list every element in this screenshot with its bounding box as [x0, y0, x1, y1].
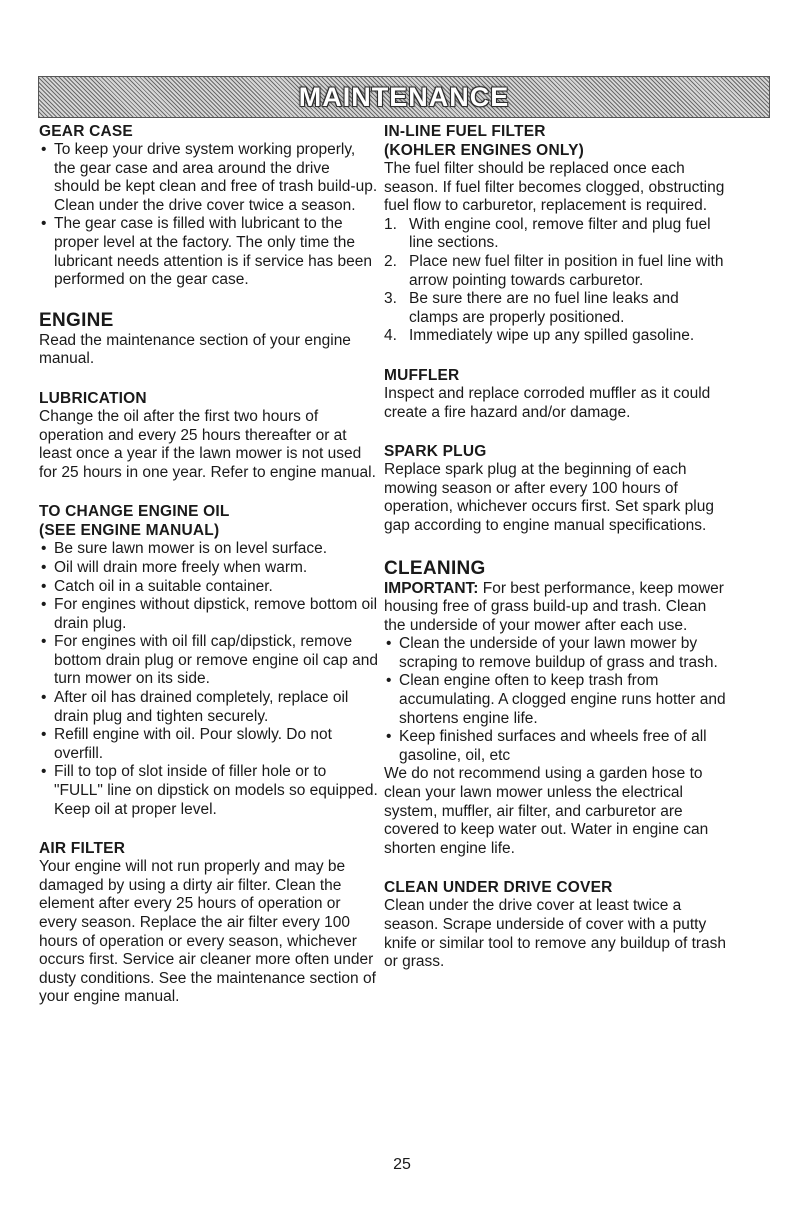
list-item: • To keep your drive system working properly, the gear case and area around the drive should be kept clean and free of trash build-up. Clean under the drive cover twice a season.	[39, 141, 379, 215]
step-number: 2.	[384, 252, 397, 270]
muffler-section	[384, 366, 729, 422]
spark-plug-heading: SPARK PLUG	[384, 443, 487, 461]
cleaning-important	[384, 580, 729, 636]
engine-heading: ENGINE	[39, 309, 114, 331]
list-item: • Oil will drain more freely when warm.	[39, 559, 379, 578]
list-item: • For engines with oil fill cap/dipstick, remove bottom drain plug or remove engine oil cap and turn mower on its side.	[39, 633, 379, 689]
step-item	[384, 327, 729, 346]
step-text: Immediately wipe up any spilled gasoline.	[409, 327, 695, 345]
step-item	[384, 216, 729, 253]
engine-text: Read the maintenance section of your engine manual.	[39, 331, 351, 368]
gear-case-section	[39, 122, 379, 290]
change-oil-subheading: (SEE ENGINE MANUAL)	[39, 522, 220, 540]
step-item	[384, 253, 729, 290]
drive-cover-text: Clean under the drive cover at least twice a season. Scrape underside of cover with a putty knife or similar tool to remove any buildup of trash or grass.	[384, 897, 727, 971]
list-item: • Catch oil in a suitable container.	[39, 578, 379, 597]
cleaning-heading: CLEANING	[384, 557, 486, 579]
section-banner	[38, 76, 770, 118]
lubrication-text: Change the oil after the first two hours of operation and every 25 hours thereafter or at least once a year if the lawn mower is not used for 25 hours in one year. Refer to engine manual.	[39, 407, 376, 481]
cleaning-list	[384, 635, 729, 765]
list-item: • The gear case is filled with lubricant to the proper level at the factory. The only time the lubricant needs attention is if service has been performed on the gear case.	[39, 215, 379, 289]
list-item: • Be sure lawn mower is on level surface.	[39, 540, 379, 559]
page-number: 25	[393, 1156, 411, 1173]
step-number: 4.	[384, 327, 397, 345]
fuel-filter-steps	[384, 216, 729, 346]
air-filter-section	[39, 839, 379, 1007]
cleaning-text: We do not recommend using a garden hose to clean your lawn mower unless the electrical system, muffler, air filter, and carburetor are covered to keep water out. Water in engine can shorten engine life.	[384, 765, 709, 857]
air-filter-heading: AIR FILTER	[39, 840, 126, 858]
fuel-filter-heading: IN-LINE FUEL FILTER	[384, 123, 546, 140]
step-text: With engine cool, remove filter and plug fuel line sections.	[409, 215, 711, 252]
banner-title: MAINTENANCE	[298, 82, 510, 112]
engine-section	[39, 310, 379, 369]
gear-case-heading: GEAR CASE	[39, 123, 133, 140]
step-number: 1.	[384, 215, 397, 233]
step-text: Place new fuel filter in position in fuel line with arrow pointing towards carburetor.	[409, 252, 724, 289]
list-item: • Clean engine often to keep trash from accumulating. A clogged engine runs hotter and shortens engine life.	[384, 672, 729, 728]
change-oil-heading: TO CHANGE ENGINE OIL	[39, 503, 230, 521]
lubrication-heading: LUBRICATION	[39, 389, 147, 407]
gear-case-list	[39, 141, 379, 290]
important-label: IMPORTANT:	[384, 579, 479, 597]
list-item: • Fill to top of slot inside of filler hole or to "FULL" line on dipstick on models so equipped. Keep oil at proper level.	[39, 763, 379, 819]
drive-cover-section	[384, 878, 729, 971]
spark-plug-text: Replace spark plug at the beginning of each mowing season or after every 100 hours of operation, whichever occurs first. Set spark plug gap according to engine manual specifications.	[384, 461, 714, 534]
important-text: For best performance, keep mower housing free of grass build-up and trash. Clean the underside of your mower after each use.	[384, 579, 724, 634]
list-item: • For engines without dipstick, remove bottom oil drain plug.	[39, 596, 379, 633]
step-number: 3.	[384, 290, 397, 308]
fuel-filter-subheading: (KOHLER ENGINES ONLY)	[384, 142, 584, 159]
muffler-text: Inspect and replace corroded muffler as it could create a fire hazard and/or damage.	[384, 384, 711, 421]
list-item: • Clean the underside of your lawn mower by scraping to remove buildup of grass and trash.	[384, 635, 729, 672]
right-column	[384, 122, 729, 972]
list-item: • After oil has drained completely, replace oil drain plug and tighten securely.	[39, 689, 379, 726]
fuel-filter-text: The fuel filter should be replaced once each season. If fuel filter becomes clogged, obstructing fuel flow to carburetor, replacement is required.	[384, 160, 725, 215]
change-oil-list	[39, 540, 379, 819]
list-item: • Keep finished surfaces and wheels free of all gasoline, oil, etc	[384, 728, 729, 765]
step-item	[384, 290, 729, 327]
air-filter-text: Your engine will not run properly and may be damaged by using a dirty air filter. Clean the element after every 25 hours of operation or every season. Replace the air filter every 100 hours of operation or every season, whichever occurs first. Service air cleaner more often under dusty conditions. See the maintenance section of your engine manual.	[39, 858, 376, 1006]
muffler-heading: MUFFLER	[384, 366, 460, 384]
left-column	[39, 122, 379, 1007]
drive-cover-heading: CLEAN UNDER DRIVE COVER	[384, 879, 613, 897]
cleaning-section	[384, 558, 729, 859]
step-text: Be sure there are no fuel line leaks and clamps are properly positioned.	[409, 290, 679, 326]
change-oil-section	[39, 502, 379, 819]
list-item: • Refill engine with oil. Pour slowly. Do not overfill.	[39, 726, 379, 763]
spark-plug-section	[384, 442, 729, 535]
lubrication-section	[39, 389, 379, 482]
fuel-filter-section	[384, 122, 729, 346]
